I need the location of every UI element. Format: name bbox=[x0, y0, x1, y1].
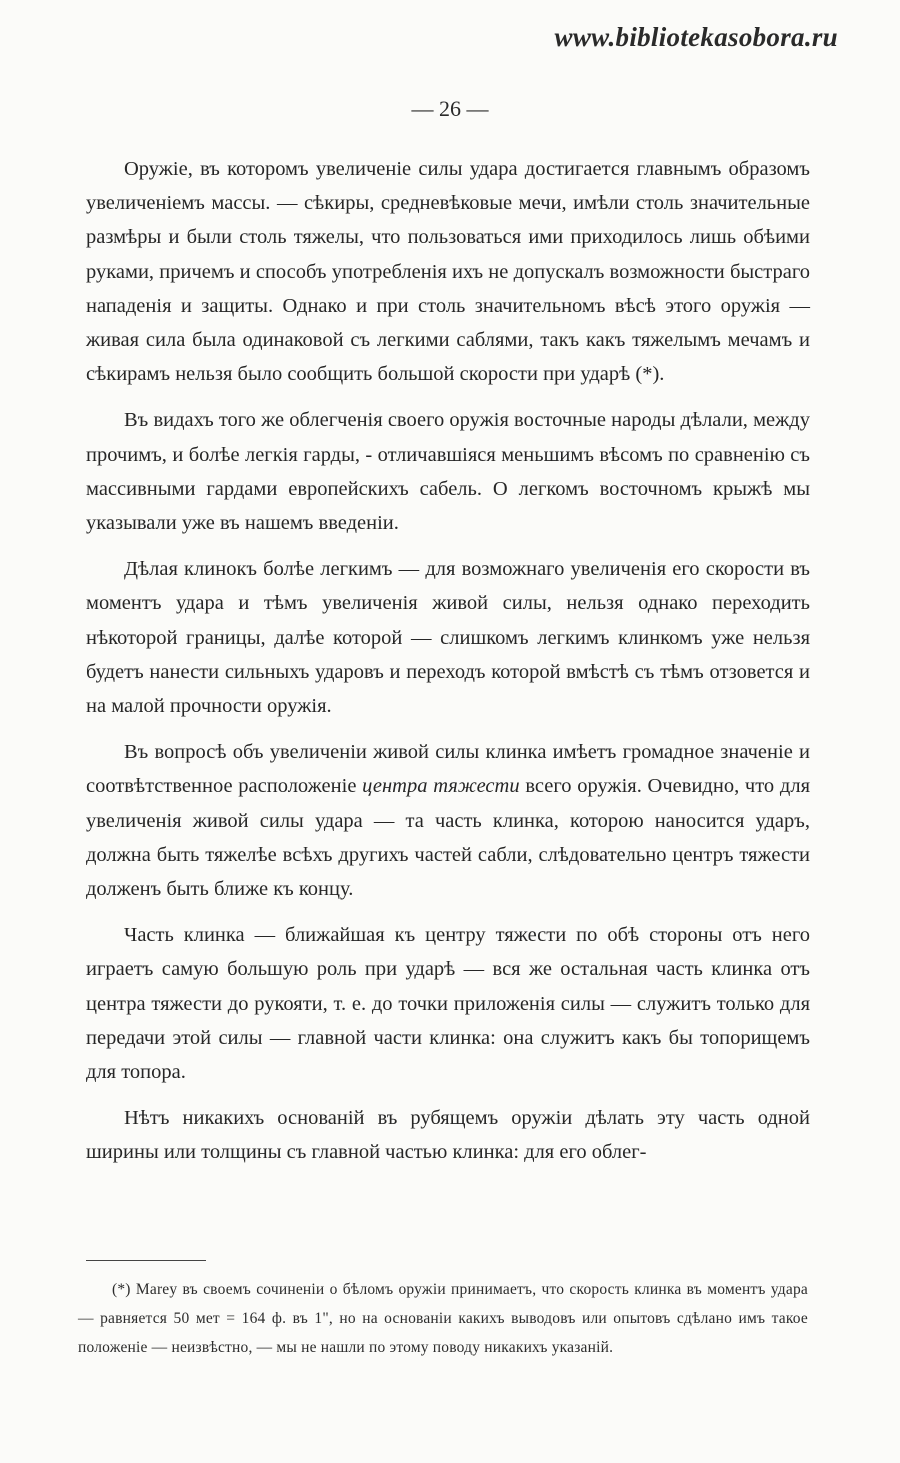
emphasis-center-of-gravity: центра тяжести bbox=[362, 775, 520, 798]
footnote-text: (*) Marey въ своемъ сочиненіи о бѣломъ оружіи принимаетъ, что скорость клинка въ моментъ удара — равняется 50 мет = 164 ф. въ 1", но на основаніи какихъ выводовъ или опытовъ сдѣлано имъ такое положеніе — неизвѣстно, — мы не нашли по этому поводу никакихъ указаній. bbox=[78, 1281, 808, 1356]
paragraph-4 bbox=[86, 735, 810, 906]
paragraph-1: Оружіе, въ которомъ увеличеніе силы удара достигается главнымъ образомъ увеличеніемъ массы. — сѣкиры, средневѣковые мечи, имѣли столь значительные размѣры и были столь тяжелы, что пользоваться ими приходилось лишь обѣими руками, причемъ и способъ употребленія ихъ не допускалъ возможности быстраго нападенія и защиты. Однако и при столь значительномъ вѣсѣ этого оружія — живая сила была одинаковой съ легкими саблями, такъ какъ тяжелымъ мечамъ и сѣкирамъ нельзя было сообщить большой скорости при ударѣ (*). bbox=[86, 158, 810, 386]
paragraph-4-text-a: Въ вопросѣ объ увеличеніи живой силы клинка имѣетъ громадное значеніе и соотвѣтственное расположеніе bbox=[86, 741, 810, 798]
page-number: — 26 — bbox=[411, 96, 489, 121]
paragraph-5: Часть клинка — ближайшая къ центру тяжести по обѣ стороны отъ него играетъ самую большую роль при ударѣ — вся же остальная часть клинка отъ центра тяжести до рукояти, т. е. до точки приложенія силы — служитъ только для передачи этой силы — главной части клинка: она служитъ какъ бы топорищемъ для топора. bbox=[86, 924, 810, 1084]
paragraph-2: Въ видахъ того же облегченія своего оружія восточные народы дѣлали, между прочимъ, и болѣе легкія гарды, - отличавшіяся меньшимъ вѣсомъ по сравненію съ массивными гардами европейскихъ сабель. О легкомъ восточномъ крыжѣ мы указывали уже въ нашемъ введеніи. bbox=[86, 409, 810, 535]
site-watermark: www.bibliotekasobora.ru bbox=[554, 22, 838, 52]
paragraph-4-text-b: всего оружія. Очевидно, что для увеличенія живой силы удара — та часть клинка, которою наносится ударъ, должна быть тяжелѣе всѣхъ другихъ частей сабли, слѣдовательно центръ тяжести долженъ быть ближе къ концу. bbox=[86, 775, 810, 901]
footnote bbox=[78, 1275, 808, 1362]
paragraph-3: Дѣлая клинокъ болѣе легкимъ — для возможнаго увеличенія его скорости въ моментъ удара и тѣмъ увеличенія живой силы, нельзя однако переходить нѣкоторой границы, далѣе которой — слишкомъ легкимъ клинкомъ уже нельзя будетъ нанести сильныхъ ударовъ и переходъ которой вмѣстѣ съ тѣмъ отзовется и на малой прочности оружія. bbox=[86, 558, 810, 718]
footnote-divider bbox=[86, 1260, 206, 1261]
main-text bbox=[86, 152, 810, 1182]
paragraph-6: Нѣтъ никакихъ основаній въ рубящемъ оружіи дѣлать эту часть одной ширины или толщины съ главной частью клинка: для его облег- bbox=[86, 1107, 810, 1164]
